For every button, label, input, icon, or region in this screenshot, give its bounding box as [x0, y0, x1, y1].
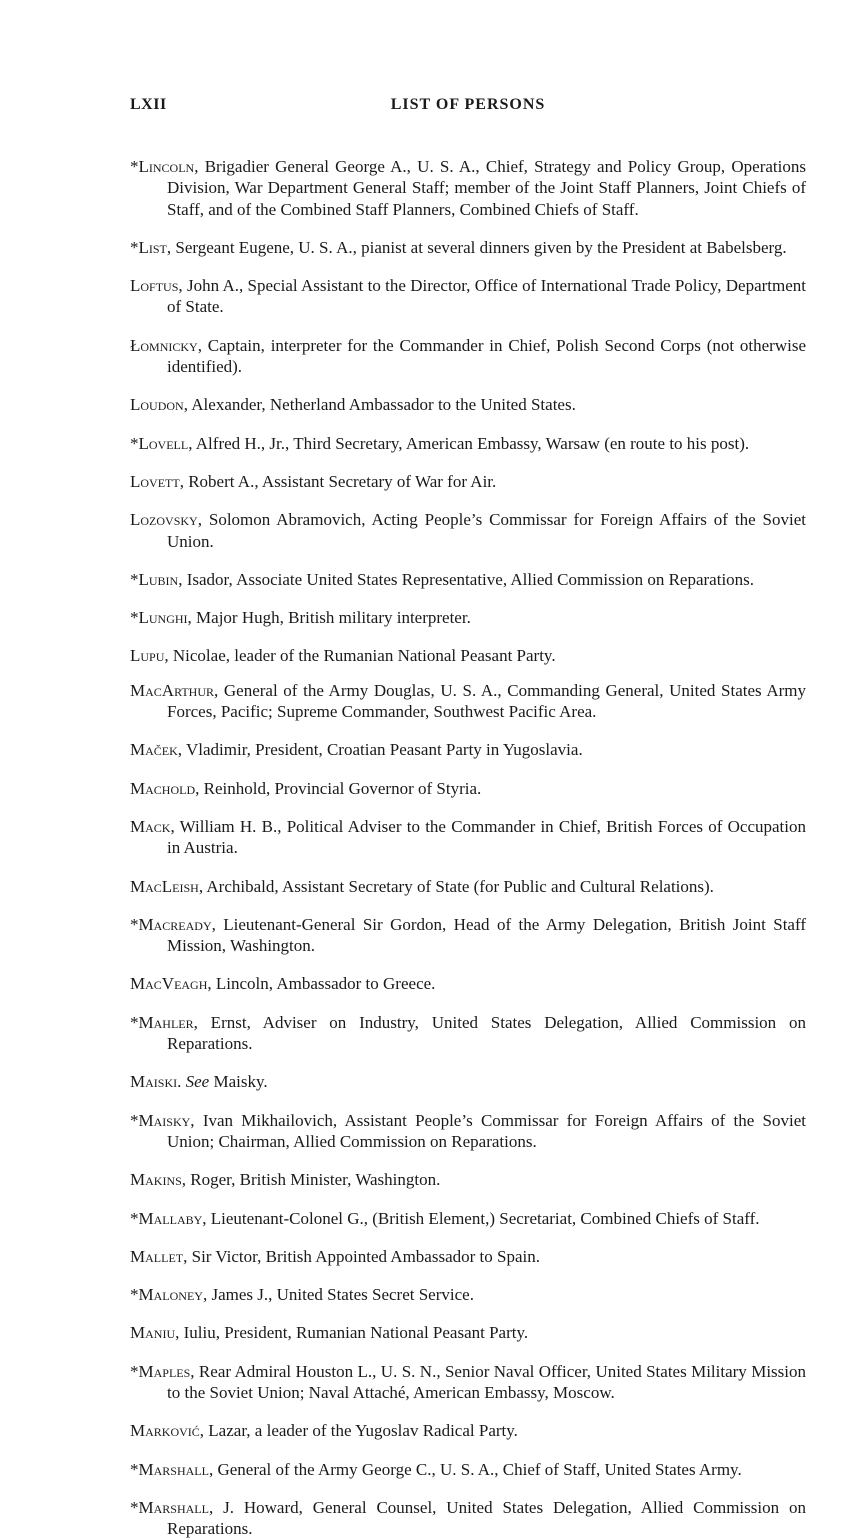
asterisk-marker: *: [130, 569, 139, 589]
asterisk-marker: *: [130, 1208, 139, 1228]
surname: Lupu: [130, 646, 165, 666]
description: , William H. B., Political Adviser to the Commander in Chief, British Forces of Occupation in Austria.: [167, 816, 806, 858]
surname: Maniu: [130, 1323, 176, 1343]
description: , Lazar, a leader of the Yugoslav Radical Party.: [199, 1421, 518, 1441]
description: , Iuliu, President, Rumanian National Peasant Party.: [175, 1323, 529, 1343]
asterisk-marker: *: [130, 608, 139, 628]
surname: Marshall: [138, 1497, 209, 1517]
person-entry: [130, 1208, 806, 1229]
description: , Alexander, Netherland Ambassador to the United States.: [183, 395, 576, 415]
description: , Lieutenant-General Sir Gordon, Head of the Army Delegation, British Joint Staff Mission, Washington.: [167, 914, 806, 956]
surname: Lovell: [138, 433, 189, 453]
person-entry: [130, 973, 806, 994]
see-reference: See: [185, 1072, 210, 1092]
description: , Archibald, Assistant Secretary of State (for Public and Cultural Relations).: [198, 876, 714, 896]
surname: Machold: [130, 778, 196, 798]
surname: Maček: [130, 740, 178, 760]
asterisk-marker: *: [130, 1459, 139, 1479]
person-entry: [130, 433, 806, 454]
person-entry: [130, 1497, 806, 1540]
person-entry: [130, 1361, 806, 1404]
description: , Vladimir, President, Croatian Peasant Party in Yugoslavia.: [177, 740, 583, 760]
person-entry: [130, 778, 806, 799]
description: , Captain, interpreter for the Commander in Chief, Polish Second Corps (not otherwise identified).: [167, 335, 806, 377]
description: , Solomon Abramovich, Acting People’s Commissar for Foreign Affairs of the Soviet Union.: [167, 510, 806, 551]
person-entry: [130, 607, 806, 628]
surname: Maples: [138, 1361, 191, 1381]
person-entry: [130, 1420, 806, 1441]
description: , Alfred H., Jr., Third Secretary, American Embassy, Warsaw (en route to his post).: [188, 433, 750, 453]
description: .: [177, 1072, 186, 1092]
description: , General of the Army George C., U. S. A., Chief of Staff, United States Army.: [208, 1459, 742, 1479]
surname: Lovett: [130, 471, 180, 491]
description: , Lincoln, Ambassador to Greece.: [207, 974, 436, 994]
person-entry: [130, 1071, 806, 1092]
person-entry: [130, 876, 806, 897]
person-entry: [130, 1012, 806, 1055]
description: , Sergeant Eugene, U. S. A., pianist at several dinners given by the President at Babelsberg.: [166, 237, 787, 257]
surname: Maisky: [138, 1110, 191, 1130]
surname: Marshall: [138, 1459, 209, 1479]
description: , General of the Army Douglas, U. S. A., Commanding General, United States Army Forces, Pacific; Supreme Commander, Southwest Pacific Area.: [167, 680, 806, 722]
description: , Lieutenant-Colonel G., (British Element,) Secretariat, Combined Chiefs of Staff.: [202, 1208, 760, 1228]
person-entry: [130, 156, 806, 220]
surname: MacLeish: [130, 876, 199, 896]
description: , Ivan Mikhailovich, Assistant People’s Commissar for Foreign Affairs of the Soviet Union; Chairman, Allied Commission on Reparations.: [167, 1110, 806, 1151]
surname: Mallaby: [138, 1208, 203, 1228]
page-header: [130, 96, 806, 120]
surname: MacArthur: [130, 680, 215, 700]
person-entry: [130, 237, 806, 258]
surname: Macready: [138, 914, 212, 934]
surname: List: [138, 237, 167, 257]
person-entry: [130, 335, 806, 378]
asterisk-marker: *: [130, 1285, 139, 1305]
description: , Nicolae, leader of the Rumanian National Peasant Party.: [164, 646, 556, 666]
surname: Mallet: [130, 1246, 184, 1266]
surname: Maiski: [130, 1072, 178, 1092]
running-title: LIST OF PERSONS: [390, 96, 546, 113]
person-entry: [130, 1459, 806, 1480]
surname: Lunghi: [138, 608, 188, 628]
asterisk-marker: *: [130, 1497, 139, 1517]
surname: Makins: [130, 1170, 182, 1190]
person-entry: [130, 680, 806, 723]
person-list: [130, 139, 806, 1540]
asterisk-marker: *: [130, 914, 139, 934]
surname: Loftus: [130, 276, 179, 296]
person-entry: [130, 914, 806, 957]
description: , Isador, Associate United States Representative, Allied Commission on Reparations.: [178, 569, 755, 589]
surname: Lozovsky: [130, 510, 198, 530]
person-entry: [130, 569, 806, 590]
person-entry: [130, 509, 806, 552]
description: , Roger, British Minister, Washington.: [181, 1170, 441, 1190]
asterisk-marker: *: [130, 157, 139, 176]
asterisk-marker: *: [130, 433, 139, 453]
surname: MacVeagh: [130, 974, 208, 994]
surname: Lincoln: [138, 157, 195, 176]
description: , Major Hugh, British military interpreter.: [187, 608, 471, 628]
asterisk-marker: *: [130, 237, 139, 257]
surname: Marković: [130, 1421, 200, 1441]
person-entry: [130, 1246, 806, 1267]
person-entry: [130, 645, 806, 666]
surname: Lubin: [138, 569, 179, 589]
person-entry: [130, 1284, 806, 1305]
description: , Reinhold, Provincial Governor of Styria.: [195, 778, 482, 798]
description: , Sir Victor, British Appointed Ambassador to Spain.: [183, 1246, 540, 1266]
description: , J. Howard, General Counsel, United States Delegation, Allied Commission on Reparations.: [167, 1497, 806, 1539]
person-entry: [130, 1110, 806, 1153]
description: , Rear Admiral Houston L., U. S. N., Senior Naval Officer, United States Military Mission to the Soviet Union; Naval Attaché, American Embassy, Moscow.: [167, 1361, 806, 1402]
person-entry: [130, 739, 806, 760]
surname: Mack: [130, 816, 171, 836]
person-entry: [130, 275, 806, 318]
see-target: Maisky.: [209, 1072, 268, 1092]
surname: Maloney: [138, 1285, 203, 1305]
asterisk-marker: *: [130, 1012, 139, 1032]
person-entry: [130, 471, 806, 492]
description: , Brigadier General George A., U. S. A., Chief, Strategy and Policy Group, Operations Division, War Department General Staff; member of the Joint Staff Planners, Joint Chiefs of Staff, and of the Combined Staff Planners, Combined Chiefs of Staff.: [167, 157, 806, 219]
description: , Ernst, Adviser on Industry, United States Delegation, Allied Commission on Reparations.: [167, 1012, 806, 1054]
person-entry: [130, 1169, 806, 1190]
surname: Loudon: [130, 395, 184, 415]
person-entry: [130, 1322, 806, 1343]
person-entry: [130, 816, 806, 859]
person-entry: [130, 394, 806, 415]
description: , James J., United States Secret Service.: [202, 1285, 474, 1305]
description: , Robert A., Assistant Secretary of War for Air.: [179, 471, 497, 491]
surname: Mahler: [138, 1012, 194, 1032]
description: , John A., Special Assistant to the Director, Office of International Trade Policy, Department of State.: [167, 276, 806, 317]
surname: Łomnicky: [130, 335, 198, 355]
page-number: LXII: [130, 96, 167, 113]
asterisk-marker: *: [130, 1361, 139, 1381]
asterisk-marker: *: [130, 1110, 139, 1130]
